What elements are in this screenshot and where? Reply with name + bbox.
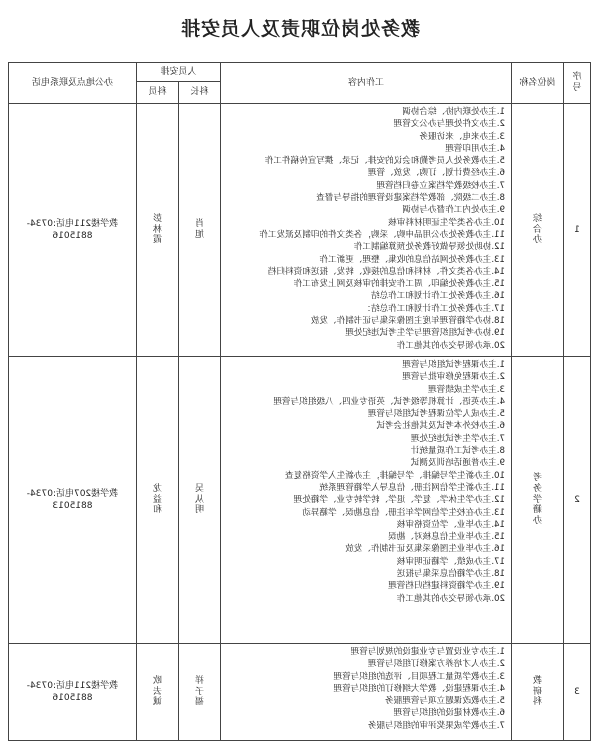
header-post: 岗位名称 xyxy=(512,63,564,104)
row-chief: 肖旭 xyxy=(179,104,221,357)
header-seq: 序号 xyxy=(564,63,591,104)
duty-item: 3.主办来电、来访服务 xyxy=(419,131,505,142)
duty-item: 16.主办教务处工作计划和工作总结 xyxy=(371,291,505,302)
duty-item: 7.主办学生考试违纪处理 xyxy=(410,433,505,444)
row-office-phone: 教学楼211电话:0734-8815016 xyxy=(8,104,136,357)
row-seq: 1 xyxy=(564,104,591,357)
duty-item: 6.主办校外本考试及其他社会考试 xyxy=(376,421,505,432)
duty-item: 18.协办学籍管理年度主图像采集与证书制作、发放 xyxy=(310,316,505,327)
row-clerk: 彭林霞 xyxy=(136,104,178,357)
row-office-phone: 教学楼211电话:0734-8815016 xyxy=(8,644,136,741)
duty-item: 2.主办人才培养方案修订组织与管理 xyxy=(367,659,505,670)
duty-item: 10.主办各类学生证明材料审核 xyxy=(388,217,505,228)
header-staff-group: 人员安排 xyxy=(136,63,220,82)
row-duties xyxy=(221,104,512,357)
duty-item: 1.主办课程考试组织与管理 xyxy=(402,360,505,370)
row-post: 教研科 xyxy=(512,644,564,741)
duty-item: 17.主办成绩、学籍证明审核 xyxy=(396,556,505,567)
duty-item: 20.承办领导交办的其他工作 xyxy=(396,593,505,604)
duty-item: 19.主办学籍资料建档归档管理 xyxy=(388,581,505,592)
duty-item: 13.主办教务处网站信息的收集、整理、更新工作 xyxy=(319,254,505,265)
duty-table xyxy=(8,62,591,741)
table-row xyxy=(8,357,590,644)
duty-item: 17.主办教务处工作计划和工作总结： xyxy=(362,303,505,314)
row-seq: 2 xyxy=(564,357,591,644)
row-post: 综合办 xyxy=(512,104,564,357)
duty-item: 7.主办校级教学档案立卷归档管理 xyxy=(376,180,505,191)
duty-item: 9.主办普通话培训及测试 xyxy=(410,458,505,469)
duty-item: 20.承办领导交办的其他工作 xyxy=(396,340,505,351)
duty-item: 5.主办成人学位课程考试组织与管理 xyxy=(367,409,505,420)
duty-item: 3.主办学生成绩管理 xyxy=(428,384,505,395)
row-clerk: 龙益和 xyxy=(136,357,178,644)
duty-item: 5.主办教改课题立项与管理服务 xyxy=(385,696,505,707)
duty-item: 9.主办处内工作督办与协调 xyxy=(402,205,505,216)
duty-item: 4.主办英语、计算机等级考试、英语专业四、八级组织与管理 xyxy=(273,396,505,407)
duty-item: 19.协办考试组织管理与学生考试违纪处理 xyxy=(345,328,505,339)
duty-item: 10.主办新生学号编排、学号编排，主办新生入学资格复查 xyxy=(285,470,505,481)
duty-item: 16.主办毕业生图像采集及证书制作、发放 xyxy=(345,544,505,555)
duty-item: 6.主办教材建设的组织与管理 xyxy=(393,708,505,719)
row-chief: 吴从明 xyxy=(179,357,221,644)
row-duties xyxy=(221,644,512,741)
duty-item: 13.主办在校生学信网学年注册、信息勘误、学籍异动 xyxy=(302,507,505,518)
row-office-phone: 教学楼207电话:0734-8815013 xyxy=(8,357,136,644)
duty-item: 1.主办专业设置与专业建设的规划与管理 xyxy=(350,647,505,657)
duty-item: 14.主办各类文件、材料和信息的接收、转发、报送和资料归档 xyxy=(267,266,505,277)
duty-item: 12.协助处领导做好教务处预算编制工作 xyxy=(353,242,505,253)
duty-item: 2.主办文件处理与办公文管理 xyxy=(393,119,505,130)
duty-item: 11.主办教务处办公用品申购、采购，各类文件的印制及派发工作 xyxy=(259,229,505,240)
header-office-phone: 办公地点及联系电话 xyxy=(8,63,136,104)
duty-item: 4.主办课程建设、教学大纲修订的组织与管理 xyxy=(333,683,505,694)
duty-item: 5.主办教务处人员考勤和会议的安排、记录、撰写宣传稿件工作 xyxy=(264,156,505,167)
row-chief: 祥子福 xyxy=(179,644,221,741)
duty-item: 6.主办经费计划、订购、发放、管理 xyxy=(367,168,505,179)
table-row xyxy=(8,644,590,741)
row-post: 考务学籍办 xyxy=(512,357,564,644)
duty-item: 2.主办课程免修审批与管理 xyxy=(402,372,505,383)
duty-item: 11.主办新生学信网注册、信息导入学籍管理系统 xyxy=(319,482,505,493)
duty-item: 4.主办用印管理 xyxy=(445,143,505,154)
duty-item: 8.主办二级院、部教学档案建设管理的指导与督查 xyxy=(316,193,505,204)
page-title: 教务处岗位职责及人员安排 xyxy=(180,18,421,40)
duty-item: 1.主办处联内协、综合协调 xyxy=(402,107,505,117)
header-clerk: 科员 xyxy=(136,82,178,104)
header-content: 工作内容 xyxy=(221,63,512,104)
duty-item: 15.主办教务处编印、周工作安排的审核及网上发布工作 xyxy=(293,279,505,290)
duty-item: 7.主办教学成果奖评审的组织与服务 xyxy=(367,720,505,731)
header-section-chief: 科长 xyxy=(179,82,221,104)
duty-item: 14.主办毕业、学位资格审核 xyxy=(396,519,505,530)
duty-item: 8.主办考试工作质量统计 xyxy=(410,446,505,457)
row-seq: 3 xyxy=(564,644,591,741)
duty-item: 18.主办学籍信息采集与报送 xyxy=(396,569,505,580)
table-row xyxy=(8,104,590,357)
duty-item: 15.主办毕业生信息核对、勘误 xyxy=(388,532,505,543)
duty-item: 3.主办教学质量工程项目、评选的组织与管理 xyxy=(333,671,505,682)
duty-item: 12.主办学生休学、复学、退学、转学转专业、学籍处理 xyxy=(293,495,505,506)
row-clerk: 欧去诚 xyxy=(136,644,178,741)
row-duties xyxy=(221,357,512,644)
